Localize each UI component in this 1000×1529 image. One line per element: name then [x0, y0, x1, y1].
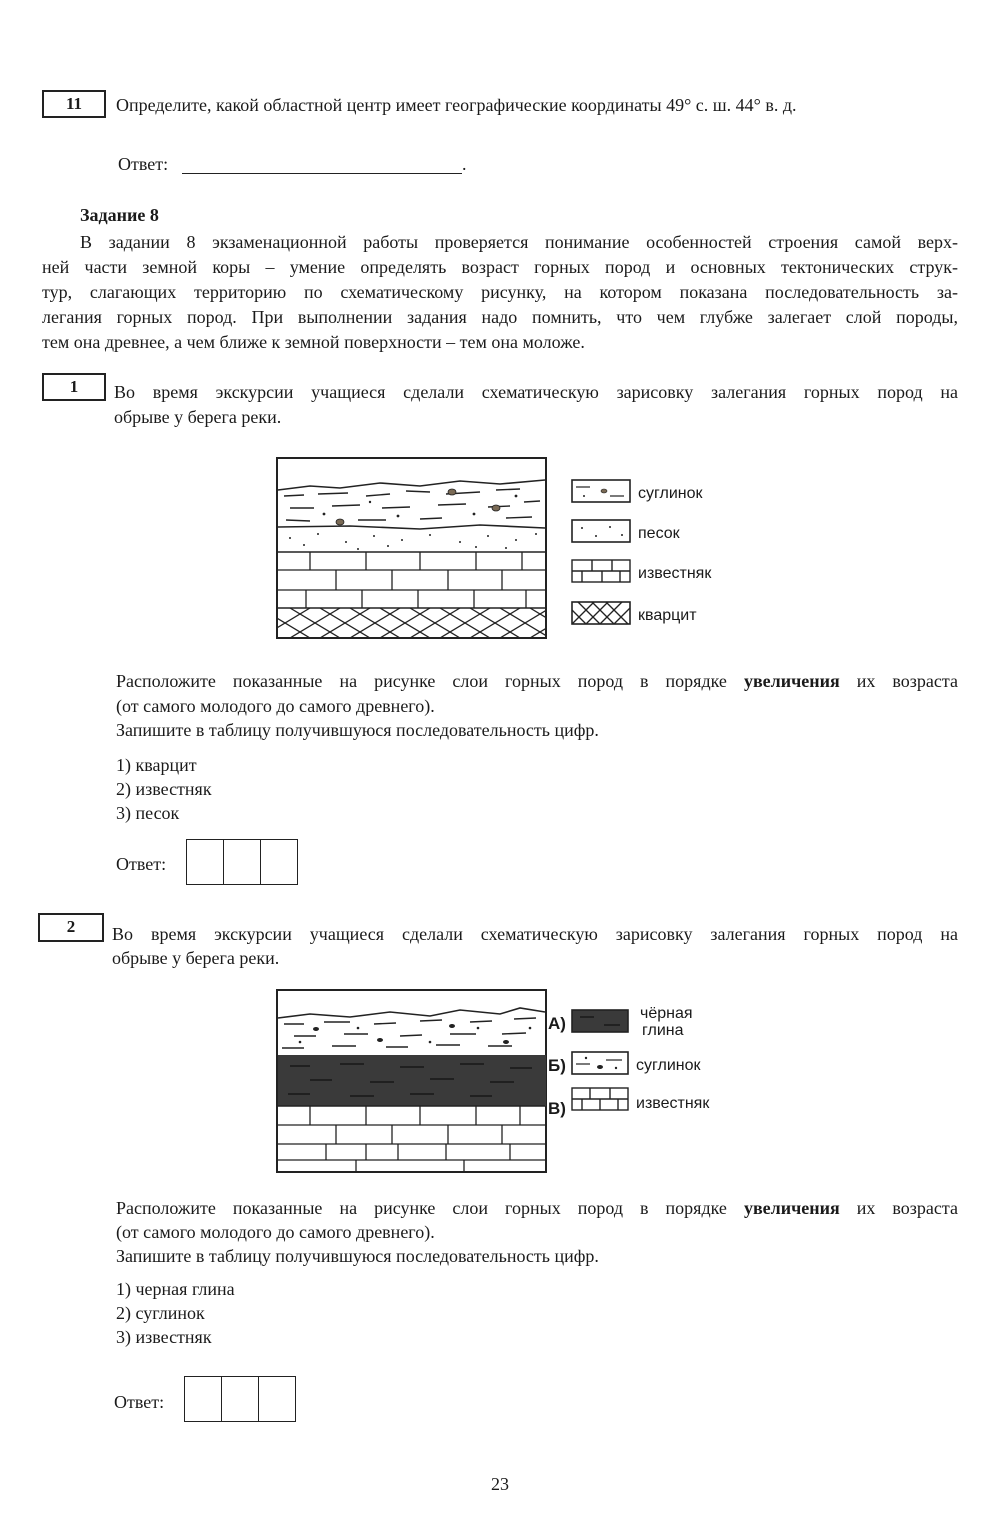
legend-label-quartzite: кварцит [638, 607, 697, 624]
answer-cell[interactable] [184, 1376, 222, 1422]
question-1-options [116, 753, 212, 825]
question-1-line-2: обрыве у берега реки. [114, 407, 282, 427]
legend-swatch-quartzite [572, 602, 630, 624]
answer-cell[interactable] [221, 1376, 259, 1422]
question-1-line-1: Во время экскурсии учащиеся сделали схематическую зарисовку залегания горных пород на [114, 382, 958, 402]
legend-label-black-clay-2: глина [642, 1022, 684, 1039]
question-number-1: 1 [42, 373, 106, 401]
legend-swatch-limestone [572, 1088, 628, 1110]
task-8-line-1: В задании 8 экзаменационной работы проверяется понимание особенностей строения самой верх- [80, 232, 958, 252]
answer-cell[interactable] [223, 839, 261, 885]
question-2-instruction-line-2: (от самого молодого до самого древнего). [116, 1222, 435, 1242]
question-1-instruction-line-3: Запишите в таблицу получившуюся последовательность цифр. [116, 720, 599, 740]
answer-cell[interactable] [258, 1376, 296, 1422]
answer-label-11: Ответ: [118, 154, 169, 174]
question-2-line-2: обрыве у берега реки. [112, 948, 280, 968]
task-8-heading: Задание 8 [80, 205, 159, 225]
task-8-line-4: легания горных пород. При выполнении задания надо помнить, что чем глубже залегает слой породы, [42, 307, 958, 327]
option-1: 1) черная глина [116, 1279, 235, 1299]
page-number: 23 [491, 1474, 509, 1494]
task-8-line-5: тем она древнее, а чем ближе к земной поверхности – тем она моложе. [42, 332, 585, 352]
legend-label-black-clay-1: чёрная [640, 1005, 693, 1022]
option-1: 1) кварцит [116, 755, 197, 775]
legend-swatch-black-clay [572, 1010, 628, 1032]
legend-swatch-limestone [572, 560, 630, 582]
answer-cells-1 [186, 839, 297, 885]
option-2: 2) известняк [116, 779, 212, 799]
legend-swatch-loam [572, 1052, 628, 1074]
bold-keyword: увеличения [743, 671, 840, 691]
answer-label-2: Ответ: [114, 1392, 165, 1412]
question-number-2: 2 [38, 913, 104, 942]
marker-v: В) [548, 1099, 566, 1118]
bold-keyword: увеличения [743, 1198, 840, 1218]
legend-label-sand: песок [638, 525, 680, 542]
legend-label-limestone: известняк [638, 565, 712, 582]
question-2-instruction-line-3: Запишите в таблицу получившуюся последовательность цифр. [116, 1246, 599, 1266]
question-number-11: 11 [42, 90, 106, 118]
option-2: 2) суглинок [116, 1303, 205, 1323]
question-1-instruction-line-2: (от самого молодого до самого древнего). [116, 696, 435, 716]
answer-cells-2 [184, 1376, 295, 1422]
legend-swatch-loam [572, 480, 630, 502]
task-8-line-2: ней части земной коры – умение определять возраст горных пород и основных тектонических струк- [42, 257, 958, 277]
question-11-text: Определите, какой областной центр имеет географические координаты 49° с. ш. 44° в. д. [116, 95, 797, 115]
legend-swatch-sand [572, 520, 630, 542]
marker-b: Б) [548, 1056, 566, 1075]
answer-line-11[interactable] [182, 173, 462, 174]
question-1-instruction-line-1: Расположите показанные на рисунке слои горных пород в порядке увеличения их возраста [116, 671, 958, 691]
answer-line-end: . [462, 154, 467, 174]
option-3: 3) песок [116, 803, 180, 823]
answer-cell[interactable] [186, 839, 224, 885]
question-2-instruction-line-1: Расположите показанные на рисунке слои горных пород в порядке увеличения их возраста [116, 1198, 958, 1218]
question-2-line-1: Во время экскурсии учащиеся сделали схематическую зарисовку залегания горных пород на [112, 924, 958, 944]
option-3: 3) известняк [116, 1327, 212, 1347]
answer-cell[interactable] [260, 839, 298, 885]
task-8-line-3: тур, слагающих территорию по схематическому рисунку, на котором показана последовательность за- [42, 282, 958, 302]
legend-label-limestone: известняк [636, 1095, 710, 1112]
question-2-options [116, 1277, 235, 1349]
legend-label-loam: суглинок [638, 485, 703, 502]
marker-a: А) [548, 1014, 566, 1033]
legend-label-loam: суглинок [636, 1057, 701, 1074]
answer-label-1: Ответ: [116, 854, 167, 874]
